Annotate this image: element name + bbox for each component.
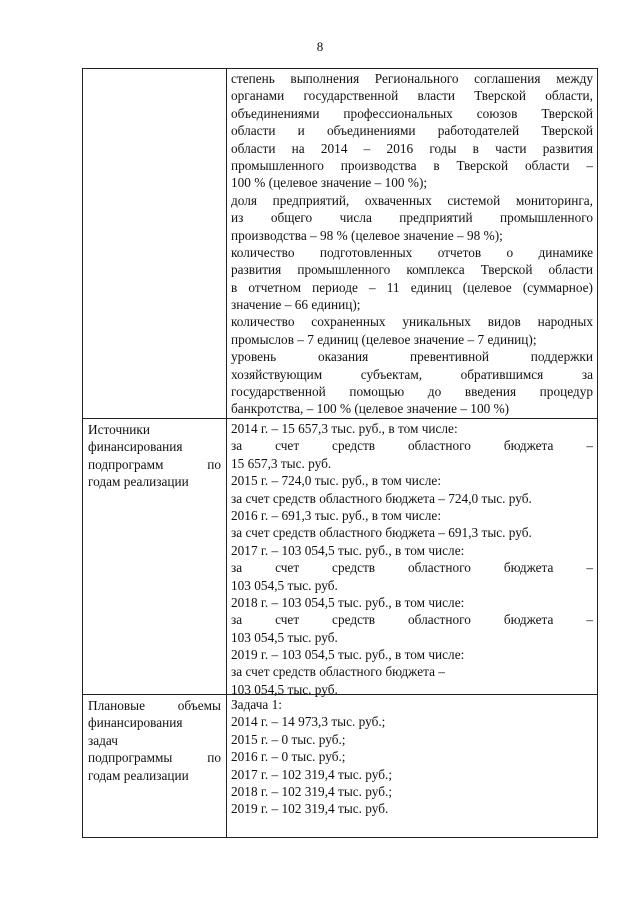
text-line: 2018 г. – 103 054,5 тыс. руб., в том числе: [231, 594, 465, 610]
text-line: органами государственной власти Тверской области, [231, 88, 593, 104]
planned-volumes-label-cell [88, 697, 221, 784]
text-line: 103 054,5 тыс. руб. [231, 577, 338, 593]
text-line: развития промышленного комплекса Тверской области [231, 262, 593, 278]
text-line: 100 % (целевое значение – 100 %); [231, 175, 428, 191]
text-line: хозяйствующим субъектам, обратившимся за [231, 366, 593, 382]
funding-sources-label-cell [88, 421, 221, 491]
label-line: задач [88, 732, 118, 748]
table-row-funding-sources [83, 418, 597, 697]
text-line: государственной помощью до введения процедур [231, 384, 593, 400]
text-line: доля предприятий, охваченных системой мониторинга, [231, 192, 593, 208]
text-line: 2019 г. – 103 054,5 тыс. руб., в том числе: [231, 647, 465, 663]
text-line: банкротства, – 100 % (целевое значение – 100 %) [231, 401, 510, 417]
label-line: годам реализации [88, 474, 189, 490]
program-passport-table [82, 68, 598, 838]
text-line: промышленного производства в Тверской области – [231, 157, 593, 173]
text-line: 2019 г. – 102 319,4 тыс. руб. [231, 801, 389, 817]
text-line: степень выполнения Регионального соглашения между [231, 71, 593, 86]
text-line: 15 657,3 тыс. руб. [231, 455, 332, 471]
text-line: производства – 98 % (целевое значение – 98 %); [231, 227, 503, 243]
text-line: за счет средств областного бюджета – 724,0 тыс. руб. [231, 490, 532, 506]
text-line: 2017 г. – 102 319,4 тыс. руб.; [231, 766, 393, 782]
label-line: финансирования [88, 715, 183, 731]
text-line: количество сохраненных уникальных видов народных [231, 314, 593, 330]
text-line: уровень оказания превентивной поддержки [231, 349, 593, 365]
text-line: за счет средств областного бюджета – 691,3 тыс. руб. [231, 525, 532, 541]
text-line: из общего числа предприятий промышленного [231, 210, 593, 226]
text-line: 2015 г. – 724,0 тыс. руб., в том числе: [231, 473, 442, 489]
label-line: финансирования [88, 439, 183, 455]
indicators-cell [231, 70, 593, 418]
text-line: за счет средств областного бюджета – [231, 560, 593, 576]
text-line: объединениями профессиональных союзов Тверской [231, 105, 593, 121]
text-line: значение – 66 единиц); [231, 297, 361, 313]
table-row-indicators [83, 69, 597, 418]
planned-volumes-value-cell [231, 696, 593, 818]
funding-sources-value-cell [231, 420, 593, 698]
label-line: подпрограмм по [88, 456, 221, 472]
text-line: 2016 г. – 0 тыс. руб.; [231, 749, 346, 765]
text-line: области на 2014 – 2016 годы в части развития [231, 140, 593, 156]
page-number: 8 [316, 39, 324, 54]
text-line: 103 054,5 тыс. руб. [231, 629, 338, 645]
text-line: области и объединениями работодателей Тверской [231, 123, 593, 139]
text-line: Задача 1: [231, 697, 282, 712]
label-line: годам реализации [88, 767, 189, 783]
text-line: 2014 г. – 14 973,3 тыс. руб.; [231, 714, 386, 730]
text-line: за счет средств областного бюджета – [231, 664, 445, 680]
text-line: 103 054,5 тыс. руб. [231, 681, 338, 697]
text-line: за счет средств областного бюджета – [231, 612, 593, 628]
table-row-planned-volumes [83, 694, 597, 839]
text-line: 2014 г. – 15 657,3 тыс. руб., в том числе: [231, 421, 458, 436]
text-line: промыслов – 7 единиц (целевое значение – 7 единиц); [231, 331, 537, 347]
text-line: в отчетном периоде – 11 единиц (целевое (суммарное) [231, 279, 593, 295]
text-line: количество подготовленных отчетов о динамике [231, 244, 593, 260]
text-line: 2017 г. – 103 054,5 тыс. руб., в том числе: [231, 542, 465, 558]
text-line: 2018 г. – 102 319,4 тыс. руб.; [231, 783, 393, 799]
label-line: Плановые объемы [88, 698, 221, 713]
text-line: за счет средств областного бюджета – [231, 438, 593, 454]
text-line: 2015 г. – 0 тыс. руб.; [231, 731, 346, 747]
label-line: подпрограммы по [88, 750, 221, 766]
label-line: Источники [88, 422, 150, 437]
text-line: 2016 г. – 691,3 тыс. руб., в том числе: [231, 507, 442, 523]
